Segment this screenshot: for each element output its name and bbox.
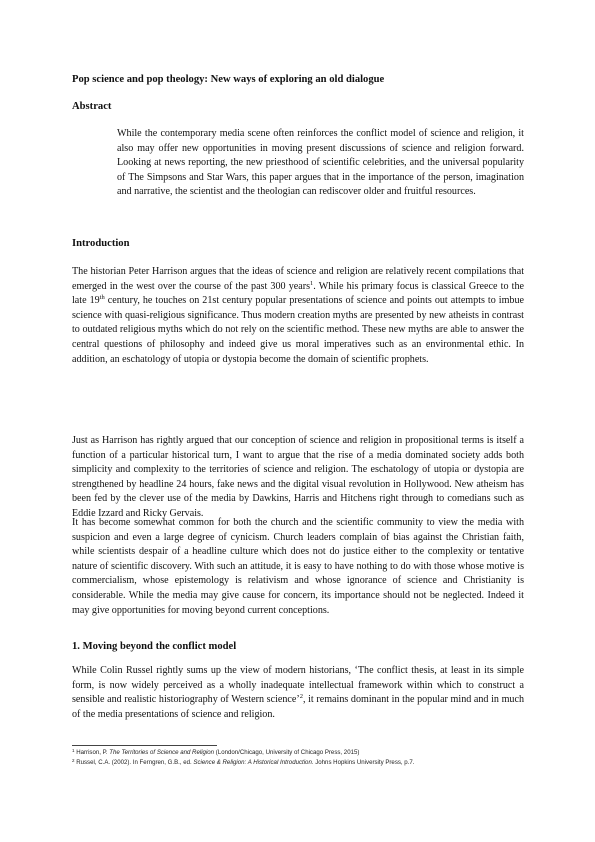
footnote-book-title: The Territories of Science and Religion (109, 749, 215, 756)
footnote-1 (72, 748, 532, 758)
footnote-text: Russel, C.A. (2002). In Ferngren, G.B., ed. (76, 758, 194, 766)
abstract-text: While the contemporary media scene often reinforces the conflict model of science and religion, it also may offer new opportunities in moving present discussions of science and religion forward. Looking at news reporting, the new priesthood of scientific celebrities, and the universal popularity of The Simpsons and Star Wars, this paper argues that in the importance of the person, imagination and narrative, the scientist and the theologian can rediscover older and fruitful resources. (117, 128, 524, 198)
footnote-ref-1[interactable]: 1 (310, 279, 314, 287)
section1-p1-text-b: , it remains dominant in the popular mind and in much of the media presentations of science and religion. (72, 694, 524, 720)
intro-paragraph-3: It has become somewhat common for both the church and the scientific community to view the media with suspicion and even a large degree of cynicism. Church leaders complain of bias against the Christian faith, while scientists despair of a headline culture which does not do justice either to the complexity or tentative nature of scientific discovery. With such an attitude, it is easy to have nothing to do with those whose motive is commercialism, whose epistemology is relativism and whose ignorance of science and Christianity is considerable. While the media may give cause for concern, its importance should not be neglected. Indeed it may give opportunities for moving beyond current conceptions. (72, 517, 524, 616)
footnote-2 (72, 758, 532, 768)
footnotes (72, 748, 532, 767)
footnote-number: 2 (72, 757, 75, 763)
section-1-paragraph-1 (72, 664, 524, 722)
introduction-heading: Introduction (72, 238, 130, 249)
footnote-number: 1 (72, 748, 75, 753)
intro-p1-text-a: The historian Peter Harrison argues that the ideas of science and religion are relatively recent compilations that emerged in the west over the course of the past 300 years (72, 266, 524, 292)
footnote-separator (72, 745, 217, 746)
section-1-heading: 1. Moving beyond the conflict model (72, 641, 237, 652)
abstract-heading: Abstract (72, 101, 112, 112)
paper-title: Pop science and pop theology: New ways of exploring an old dialogue (72, 74, 385, 85)
footnote-text: (London/Chicago, University of Chicago Press, 2015) (214, 749, 360, 756)
footnote-text: . Johns Hopkins University Press, p.7. (311, 758, 415, 766)
footnote-text: Harrison, P. (76, 749, 110, 756)
footnote-book-title: Science & Religion: A Historical Introduction (193, 758, 312, 766)
intro-p1-text-b: . While his primary focus is classical Greece to the late 19 (72, 280, 524, 307)
ordinal-suffix: th (99, 294, 105, 302)
intro-p1-text-c: century, he touches on 21st century popular presentations of science and points out attempts to imbue science with quasi-religious significance. Thus modern creation myths are presented by new atheists in contrast to outdated religious myths which do not rely on the scientific method. These new myths are able to answer the central questions of philosophy and indeed give us moral imperatives such as an environmental ethic. In addition, an eschatology of utopia or dystopia become the domain of scientific prophets. (72, 295, 525, 365)
intro-paragraph-2: Just as Harrison has rightly argued that our conception of science and religion in propositional terms is itself a function of a particular historical turn, I want to argue that the rise of a media dominated society adds both simplicity and complexity to the territories of science and religion. The eschatology of utopia or dystopia are strengthened by headline 24 hours, fake news and the digital visual revolution in Hollywood. New atheism has been fed by the clever use of the media by Dawkins, Harris and Hitchens right through to comedians such as Eddie Izzard and Ricky Gervais. (72, 435, 524, 519)
section1-p1-text-a: While Colin Russel rightly sums up the view of modern historians, ‘The conflict thesis, at least in its simple form, is now widely perceived as a wholly inadequate intellectual framework within which to construct a sensible and realistic historiography of Western science’ (72, 665, 524, 706)
footnote-ref-2[interactable]: 2 (299, 693, 303, 701)
intro-paragraph-1 (72, 265, 524, 367)
